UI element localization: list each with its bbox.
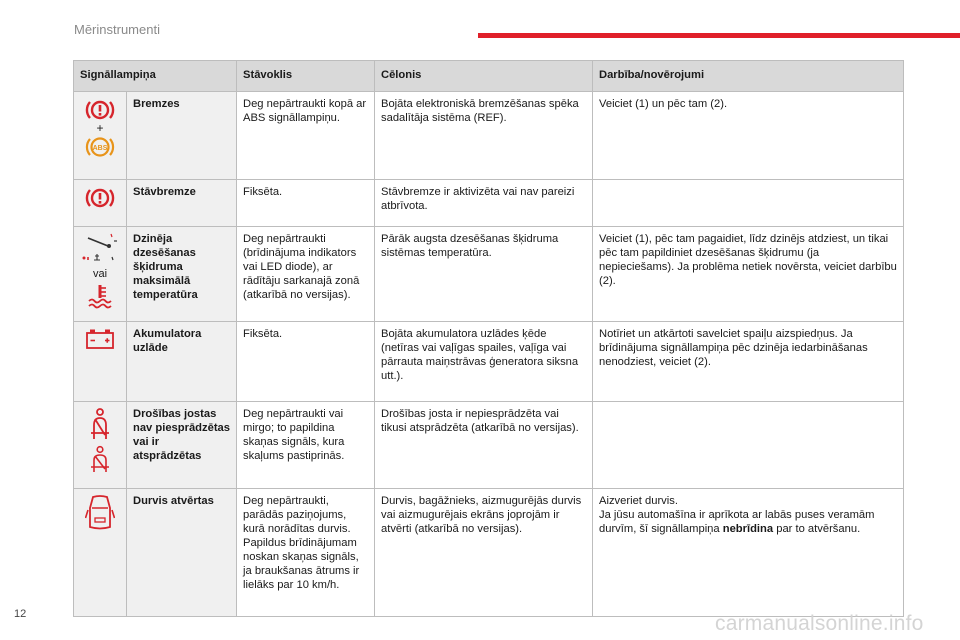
coolant-gauge-icon xyxy=(80,232,120,266)
table-row xyxy=(74,227,904,322)
lamp-state: Deg nepārtraukti (brīdinājuma indikators vai LED diode), ar rādītāju sarkanajā zonā (atkarībā no versijas). xyxy=(237,227,375,322)
lamp-cause: Durvis, bagāžnieks, aizmugurējās durvis vai aizmugurējais ekrāns joprojām ir atvērti (atkarībā no versijas). xyxy=(375,489,593,617)
lamp-cause: Drošības josta ir nepiesprādzēta vai tikusi atsprādzēta (atkarībā no versijas). xyxy=(375,402,593,489)
lamp-cause: Bojāta akumulatora uzlādes ķēde (netīras vai vaļīgas spailes, vaļīga vai pārrauta maiņstrāvas ģeneratora siksna utt.). xyxy=(375,322,593,402)
lamp-name: Akumulatora uzlāde xyxy=(127,322,237,402)
table-row xyxy=(74,489,904,617)
lamp-state: Fiksēta. xyxy=(237,322,375,402)
lamp-name: Drošības jostas nav piesprādzētas vai ir atsprādzētas xyxy=(127,402,237,489)
action-text-end: par to atvēršanu. xyxy=(773,523,861,535)
lamp-name: Stāvbremze xyxy=(127,180,237,227)
lamp-action: Veiciet (1), pēc tam pagaidiet, līdz dzinējs atdziest, un tikai pēc tam papildiniet dzesēšanas šķidrumu (ja nepieciešams). Ja problēma netiek novērsta, veiciet darbību (2). xyxy=(593,227,904,322)
plus-sign: + xyxy=(96,121,104,135)
action-emphasis: nebrīdina xyxy=(722,523,774,535)
watermark: carmanualsonline.info xyxy=(715,612,924,635)
coolant-temperature-icon xyxy=(85,283,115,309)
action-text: Aizveriet durvis. Ja jūsu automašīna ir aprīkota ar labās puses veramām durvīm, šī signāllampiņa xyxy=(599,495,875,535)
lamp-icons xyxy=(74,489,127,617)
lamp-cause: Bojāta elektroniskā bremzēšanas spēka sadalītāja sistēma (REF). xyxy=(375,92,593,180)
parking-brake-icon xyxy=(85,185,115,211)
lamp-state: Deg nepārtraukti vai mirgo; to papildina skaņas signāls, kura skaļums pastiprinās. xyxy=(237,402,375,489)
lamp-action xyxy=(593,489,904,617)
lamp-icons xyxy=(74,402,127,489)
lamp-state: Fiksēta. xyxy=(237,180,375,227)
table-row xyxy=(74,402,904,489)
lamp-cause: Pārāk augsta dzesēšanas šķidruma sistēmas temperatūra. xyxy=(375,227,593,322)
seatbelt-icon xyxy=(85,407,115,441)
battery-icon xyxy=(84,327,116,351)
lamp-action: Notīriet un atkārtoti savelciet spaiļu aizspiedņus. Ja brīdinājuma signāllampiņa pēc dzinēja iedarbināšanas nenodziest, veiciet (2). xyxy=(593,322,904,402)
lamp-name: Bremzes xyxy=(127,92,237,180)
table-header-row xyxy=(74,61,904,92)
table-row xyxy=(74,92,904,180)
door-open-icon xyxy=(85,494,115,532)
page-number: 12 xyxy=(14,608,27,620)
table-row xyxy=(74,322,904,402)
header-lamp: Signāllampiņa xyxy=(74,61,237,92)
abs-icon xyxy=(85,134,115,160)
lamp-icons xyxy=(74,180,127,227)
seatbelt-passenger-icon xyxy=(85,445,115,473)
lamp-name: Durvis atvērtas xyxy=(127,489,237,617)
lamp-action xyxy=(593,402,904,489)
warning-lamps-table xyxy=(73,60,904,617)
table-row xyxy=(74,180,904,227)
header-state: Stāvoklis xyxy=(237,61,375,92)
lamp-action xyxy=(593,180,904,227)
or-label: vai xyxy=(92,268,108,280)
lamp-icons xyxy=(74,92,127,180)
lamp-name: Dzinēja dzesēšanas šķidruma maksimālā temperatūra xyxy=(127,227,237,322)
section-title: Mērinstrumenti xyxy=(74,22,160,37)
lamp-icons xyxy=(74,322,127,402)
header-cause: Cēlonis xyxy=(375,61,593,92)
lamp-cause: Stāvbremze ir aktivizēta vai nav pareizi atbrīvota. xyxy=(375,180,593,227)
lamp-action: Veiciet (1) un pēc tam (2). xyxy=(593,92,904,180)
header-accent-bar xyxy=(478,33,960,38)
lamp-state: Deg nepārtraukti kopā ar ABS signāllampiņu. xyxy=(237,92,375,180)
lamp-state: Deg nepārtraukti, parādās paziņojums, kurā norādītas durvis. Papildus brīdinājumam noskan skaņas signāls, ja braukšanas ātrums ir lielāks par 10 km/h. xyxy=(237,489,375,617)
brake-warning-icon xyxy=(85,97,115,123)
lamp-icons xyxy=(74,227,127,322)
svg-text:ABS: ABS xyxy=(92,145,108,152)
header-action: Darbība/novērojumi xyxy=(593,61,904,92)
